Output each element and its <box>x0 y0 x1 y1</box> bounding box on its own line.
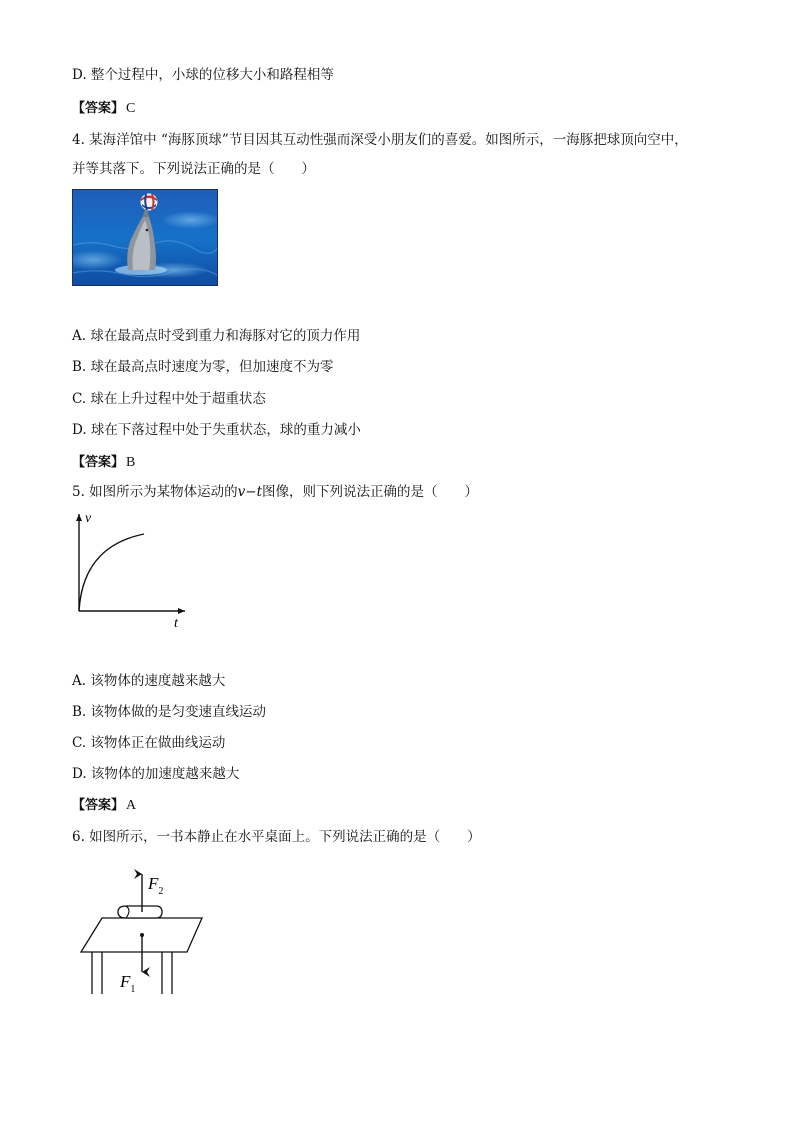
q5-answer-label: 【答案】 <box>72 798 125 813</box>
q3-option-d: D. 整个过程中，小球的位移大小和路程相等 <box>72 67 334 83</box>
vt-graph <box>62 506 192 634</box>
q4-option-d: D. 球在下落过程中处于失重状态，球的重力减小 <box>72 422 361 438</box>
q5-option-d: D. 该物体的加速度越来越大 <box>72 766 240 782</box>
q4-answer-label: 【答案】 <box>72 455 125 470</box>
q3-answer <box>72 99 135 118</box>
q4-stem-line2: 并等其落下。下列说法正确的是（ ） <box>72 161 315 177</box>
q4-answer-value: B <box>126 455 136 470</box>
q4-stem-line1: 4. 某海洋馆中 “海豚顶球”节目因其互动性强而深受小朋友们的喜爱。如图所示，一海豚把球顶向空中， <box>72 132 688 148</box>
book-on-table-figure <box>76 866 210 998</box>
q4-option-b: B. 球在最高点时速度为零，但加速度不为零 <box>72 359 334 375</box>
q5-stem: 5. 如图所示为某物体运动的𝑣−𝑡图像，则下列说法正确的是（ ） <box>72 484 479 500</box>
q3-answer-label: 【答案】 <box>72 101 125 116</box>
q5-answer <box>72 796 136 815</box>
q5-option-a: A. 该物体的速度越来越大 <box>72 673 226 689</box>
force-f1-label: $F_1$ <box>120 972 136 995</box>
q3-answer-value: C <box>126 101 136 116</box>
force-f2-label: $F_2$ <box>148 874 164 897</box>
vt-curve <box>79 534 144 611</box>
q5-option-c: C. 该物体正在做曲线运动 <box>72 735 226 751</box>
graph-v-label: v <box>85 511 92 526</box>
q5-option-b: B. 该物体做的是匀变速直线运动 <box>72 704 267 720</box>
graph-t-label: t <box>174 616 178 631</box>
book <box>118 906 162 918</box>
q6-stem: 6. 如图所示，一书本静止在水平桌面上。下列说法正确的是（ ） <box>72 829 481 845</box>
q4-option-a: A. 球在最高点时受到重力和海豚对它的顶力作用 <box>72 328 361 344</box>
dolphin-ball-photo <box>72 189 218 286</box>
q4-option-c: C. 球在上升过程中处于超重状态 <box>72 391 266 407</box>
q4-answer <box>72 453 135 472</box>
q5-answer-value: A <box>126 798 137 813</box>
